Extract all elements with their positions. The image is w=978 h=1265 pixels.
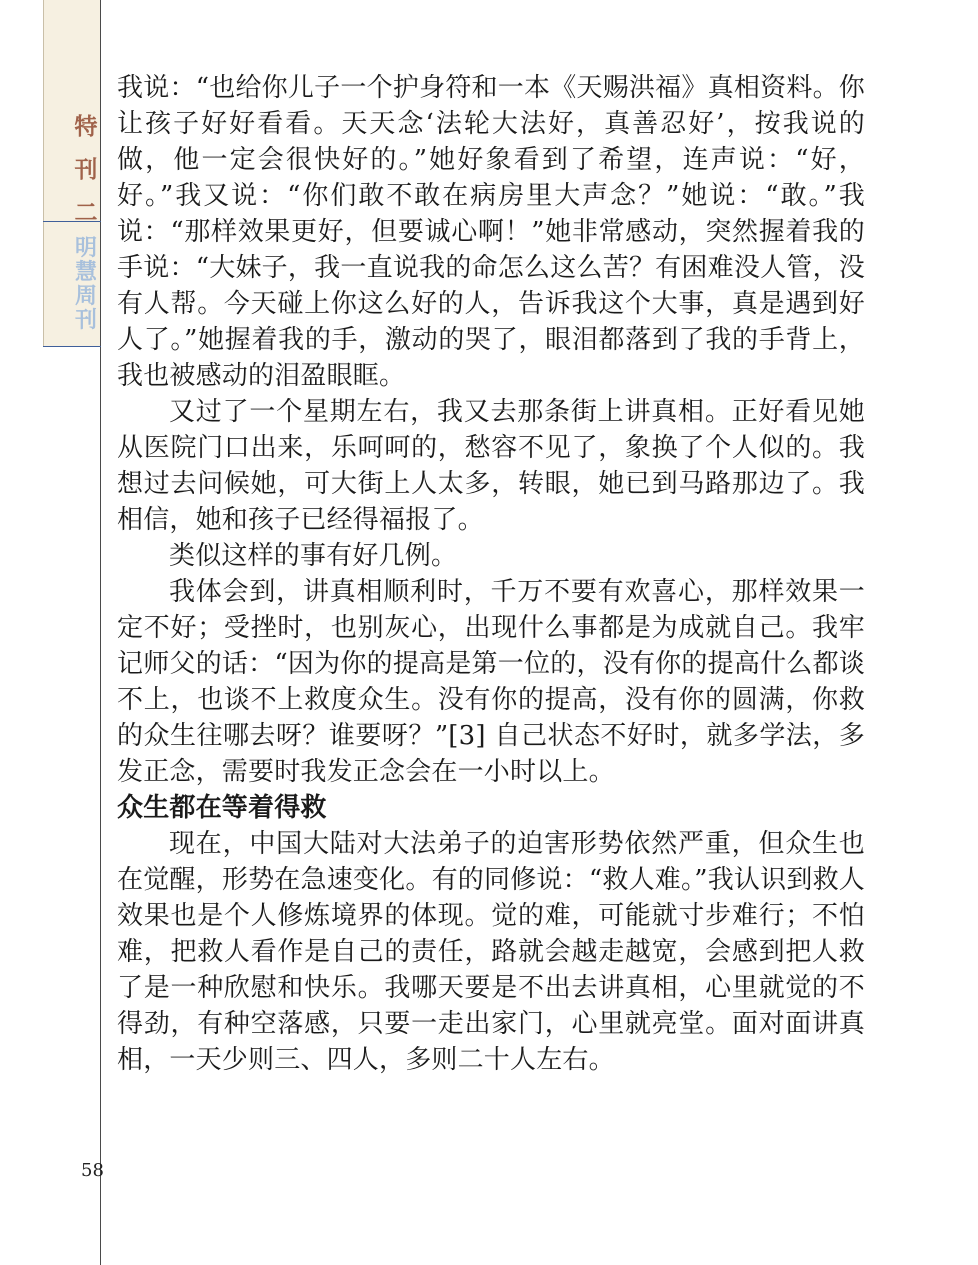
publication-name <box>66 236 106 332</box>
publication-char: 周 <box>74 283 97 309</box>
paragraph: 我说：“也给你儿子一个护身符和一本《天赐洪福》真相资料。你让孩子好好看看。天天念‘法轮大法好，真善忍好’，按我说的做，他一定会很快好的。”她好象看到了希望，连声说：“好，好。”我又说：“你们敢不敢在病房里大声念？”她说：“敢。”我说：“那样效果更好，但要诚心啊！”她非常感动，突然握着我的手说：“大妹子，我一直说我的命怎么这么苦？有困难没人管，没有人帮。今天碰上你这么好的人，告诉我这个大事，真是遇到好人了。”她握着我的手，激动的哭了，眼泪都落到了我的手背上，我也被感动的泪盈眼眶。 <box>117 73 865 391</box>
publication-char: 明 <box>74 235 97 261</box>
sidebar-bottom-rule <box>43 346 101 347</box>
paragraph: 又过了一个星期左右，我又去那条街上讲真相。正好看见她从医院门口出来，乐呵呵的，愁容不见了，象换了个人似的。我想过去问候她，可大街上人太多，转眼，她已到马路那边了。我相信，她和孩子已经得福报了。 <box>117 397 865 535</box>
publication-char: 刊 <box>74 307 97 333</box>
special-issue-char: 特 <box>74 114 98 140</box>
paragraph: 我体会到，讲真相顺利时，千万不要有欢喜心，那样效果一定不好；受挫时，也别灰心，出现什么事都是为成就自己。我牢记师父的话：“因为你的提高是第一位的，没有你的提高什么都谈不上，也谈不上救度众生。没有你的提高，没有你的圆满，你救的众生往哪去呀？谁要呀？”[3] 自己状态不好时，就多学法，多发正念，需要时我发正念会在一小时以上。 <box>117 577 865 787</box>
paragraph: 类似这样的事有好几例。 <box>169 541 458 571</box>
paragraph: 现在，中国大陆对大法弟子的迫害形势依然严重，但众生也在觉醒，形势在急速变化。有的同修说：“救人难。”我认识到救人效果也是个人修炼境界的体现。觉的难，可能就寸步难行；不怕难，把救人看作是自己的责任，路就会越走越宽，会感到把人救了是一种欣慰和快乐。我哪天要是不出去讲真相，心里就觉的不得劲，有种空落感，只要一走出家门，心里就亮堂。面对面讲真相，一天少则三、四人，多则二十人左右。 <box>117 829 865 1075</box>
page-number: 58 <box>81 1160 104 1181</box>
article-body <box>117 70 865 1078</box>
section-heading: 众生都在等着得救 <box>117 793 327 823</box>
publication-char: 慧 <box>74 259 97 285</box>
special-issue-label <box>68 106 104 235</box>
special-issue-char: 二 <box>74 200 98 226</box>
special-issue-char: 刊 <box>74 157 98 183</box>
